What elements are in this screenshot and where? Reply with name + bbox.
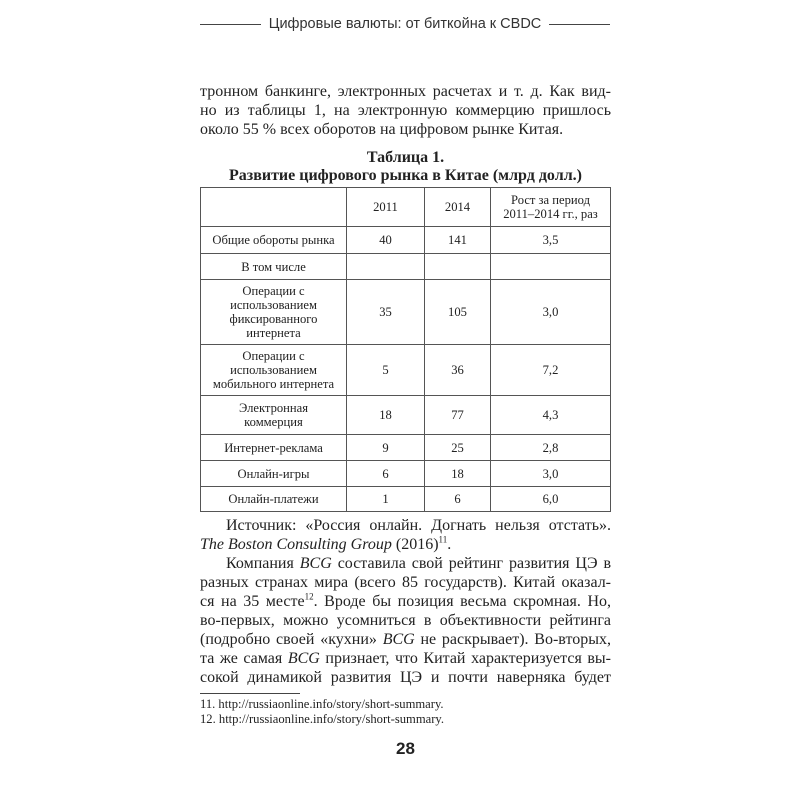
t: та же самая [200,650,288,667]
t: признает, что Китай характеризуется вы- [319,650,612,667]
t: Компания [226,555,300,572]
cell: 35 [347,280,425,345]
cell: 3,5 [491,227,611,254]
cell: 25 [425,435,491,461]
cell: 3,0 [491,280,611,345]
source-year: (2016) [391,536,439,553]
cell: Интернет-реклама [201,435,347,461]
source-org: The Boston Consulting Group [200,536,392,553]
cell: 36 [425,345,491,396]
cell: 40 [347,227,425,254]
footnote-ref[interactable]: 11 [438,534,448,545]
table-number: Таблица 1. [366,149,445,166]
text-line [200,554,611,573]
page-column [200,82,611,759]
cell: 5 [347,345,425,396]
table-row [201,280,611,345]
footnote-rule [200,693,300,694]
cell: 6 [347,461,425,487]
text-line: во-первых, можно усомниться в объективности рейтинга [200,612,611,629]
table-row [201,435,611,461]
text-line: сокой динамикой развития ЦЭ и почти наверняка будет [200,669,611,686]
cell [425,254,491,280]
page-number: 28 [396,739,415,758]
table-row [201,461,611,487]
table-row [201,396,611,435]
footnote[interactable]: 11. http://russiaonline.info/story/short-summary. [200,697,444,711]
text-line [200,592,611,611]
cell: 6,0 [491,487,611,512]
cell: 9 [347,435,425,461]
cell: 2,8 [491,435,611,461]
t: составила свой рейтинг развития ЦЭ в [331,555,612,572]
cell: В том числе [201,254,347,280]
text-line [200,649,611,668]
cell [347,254,425,280]
cell: 3,0 [491,461,611,487]
header-cell: Рост за период 2011–2014 гг., раз [491,188,611,227]
cell: Электронная коммерция [201,396,347,435]
table-row [201,254,611,280]
cell: 105 [425,280,491,345]
table-title: Развитие цифрового рынка в Китае (млрд долл.) [229,167,582,184]
intro-paragraph [200,82,611,139]
running-head [200,16,610,32]
cell: 1 [347,487,425,512]
cell: 18 [425,461,491,487]
t: BCG [382,631,415,648]
t: BCG [287,650,320,667]
t: . Вроде бы позиция весьма скромная. Но, [313,593,611,610]
cell: 77 [425,396,491,435]
data-table [200,187,611,512]
source-line: Источник: «Россия онлайн. Догнать нельзя отстать». [226,517,611,534]
cell: 4,3 [491,396,611,435]
t: не раскрывает). Во-вторых, [414,631,611,648]
text-line: тронном банкинге, электронных расчетах и т. д. Как вид- [200,83,611,100]
table-caption [200,149,611,185]
footnote-ref[interactable]: 12 [304,591,314,602]
header-cell: 2011 [347,188,425,227]
header-cell [201,188,347,227]
cell: Онлайн-игры [201,461,347,487]
cell: Операции с использованием мобильного интернета [201,345,347,396]
t: (подробно своей «кухни» [200,631,383,648]
table-header-row [201,188,611,227]
running-head-title: Цифровые валюты: от биткойна к CBDC [268,16,542,32]
body-text [200,516,611,687]
t: BCG [299,555,332,572]
header-rule-right [549,24,610,25]
t: ся на 35 месте [200,593,305,610]
table-row [201,227,611,254]
cell: 18 [347,396,425,435]
footnotes [200,693,611,727]
table-row [201,345,611,396]
header-rule-left [200,24,261,25]
table-row [201,487,611,512]
cell: 6 [425,487,491,512]
header-cell: 2014 [425,188,491,227]
text-line: разных странах мира (всего 85 государств). Китай оказал- [200,574,611,591]
text-line [200,630,611,649]
cell: Общие обороты рынка [201,227,347,254]
cell: Операции с использованием фиксированного интернета [201,280,347,345]
punct: . [447,536,452,553]
text-line: около 55 % всех оборотов на цифровом рынке Китая. [200,121,564,138]
text-line: но из таблицы 1, на электронную коммерцию пришлось [200,102,611,119]
footnote[interactable]: 12. http://russiaonline.info/story/short-summary. [200,712,445,726]
cell [491,254,611,280]
source-line-2 [200,535,611,554]
cell: 7,2 [491,345,611,396]
cell: Онлайн-платежи [201,487,347,512]
cell: 141 [425,227,491,254]
